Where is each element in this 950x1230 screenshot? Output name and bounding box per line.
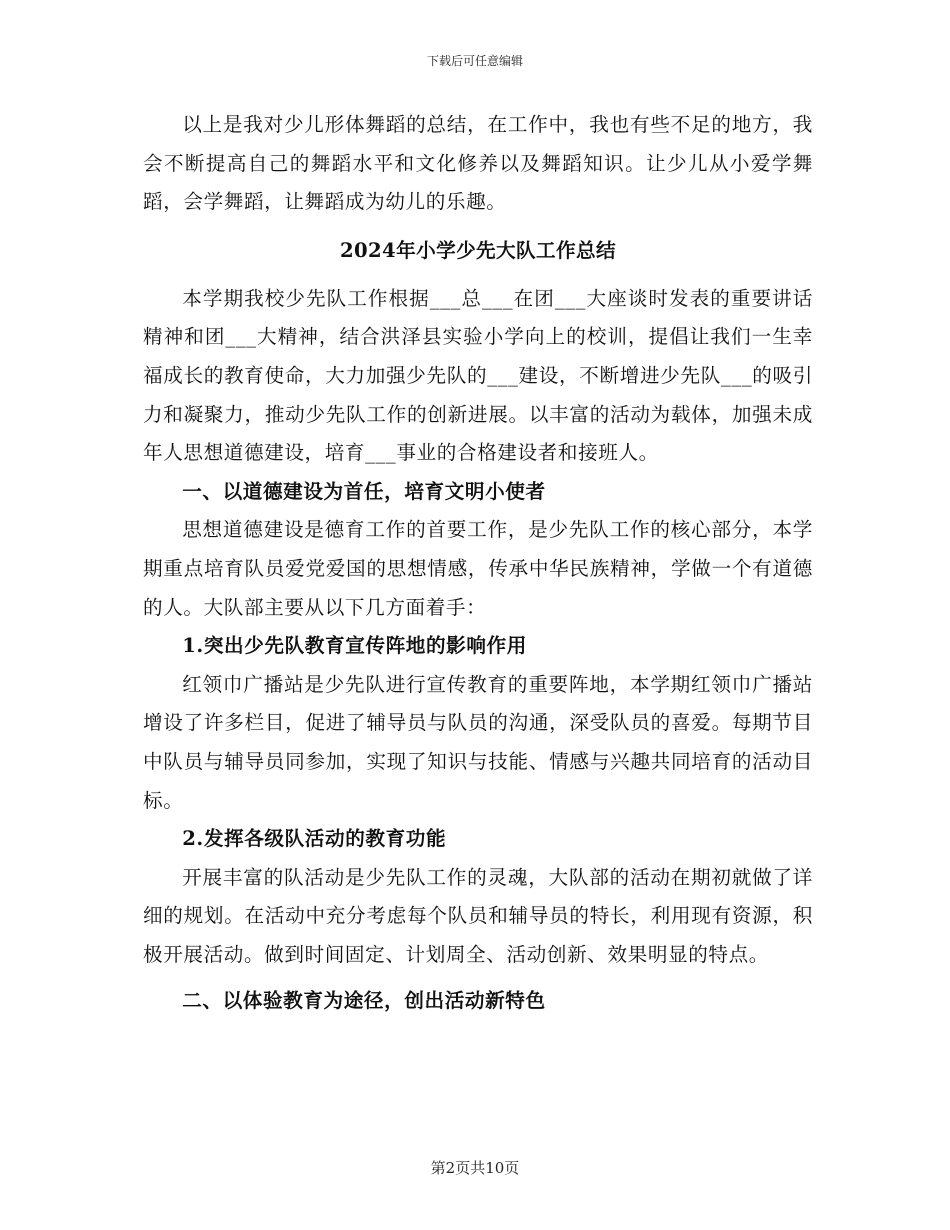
section-heading-experience-education: 二、以体验教育为途径，创出活动新特色 — [182, 989, 546, 1013]
page-header: 下载后可任意编辑 — [426, 54, 523, 68]
paragraph-broadcast-station: 红领巾广播站是少先队进行宣传教育的重要阵地，本学期红领巾广播站增设了许多栏目，促进了辅导员与队员的沟通，深受队员的喜爱。每期节目中队员与辅导员同参加，实现了知识与技能、情感与兴趣共同培育的活动目标。 — [143, 672, 813, 812]
paragraph-team-activities: 开展丰富的队活动是少先队工作的灵魂，大队部的活动在期初就做了详细的规划。在活动中充分考虑每个队员和辅导员的特长，利用现有资源，积极开展活动。做到时间固定、计划周全、活动创新、效果明显的特点。 — [143, 865, 813, 966]
subheading-team-activities: 2.发挥各级队活动的教育功能 — [182, 827, 447, 851]
paragraph-intro: 本学期我校少先队工作根据___总___在团___大座谈时发表的重要讲话精神和团___大精神，结合洪泽县实验小学向上的校训，提倡让我们一生幸福成长的教育使命，大力加强少先队的___建设，不断增进少先队___的吸引力和凝聚力，推动少先队工作的创新进展。以丰富的活动为载体，加强未成年人思想道德建设，培育___事业的合格建设者和接班人。 — [143, 286, 813, 465]
paragraph-dance-summary: 以上是我对少儿形体舞蹈的总结，在工作中，我也有些不足的地方，我会不断提高自己的舞蹈水平和文化修养以及舞蹈知识。让少儿从小爱学舞蹈，会学舞蹈，让舞蹈成为幼儿的乐趣。 — [143, 113, 813, 214]
document-title: 2024年小学少先大队工作总结 — [339, 238, 617, 262]
subheading-publicity: 1.突出少先队教育宣传阵地的影响作用 — [182, 634, 527, 658]
page-number: 第2页共10页 — [430, 1159, 520, 1177]
paragraph-moral-education: 思想道德建设是德育工作的首要工作，是少先队工作的核心部分，本学期重点培育队员爱党爱国的思想情感，传承中华民族精神，学做一个有道德的人。大队部主要从以下几方面着手： — [143, 518, 813, 619]
section-heading-moral-education: 一、以道德建设为首任，培育文明小使者 — [182, 479, 546, 503]
document-body — [143, 106, 813, 1021]
